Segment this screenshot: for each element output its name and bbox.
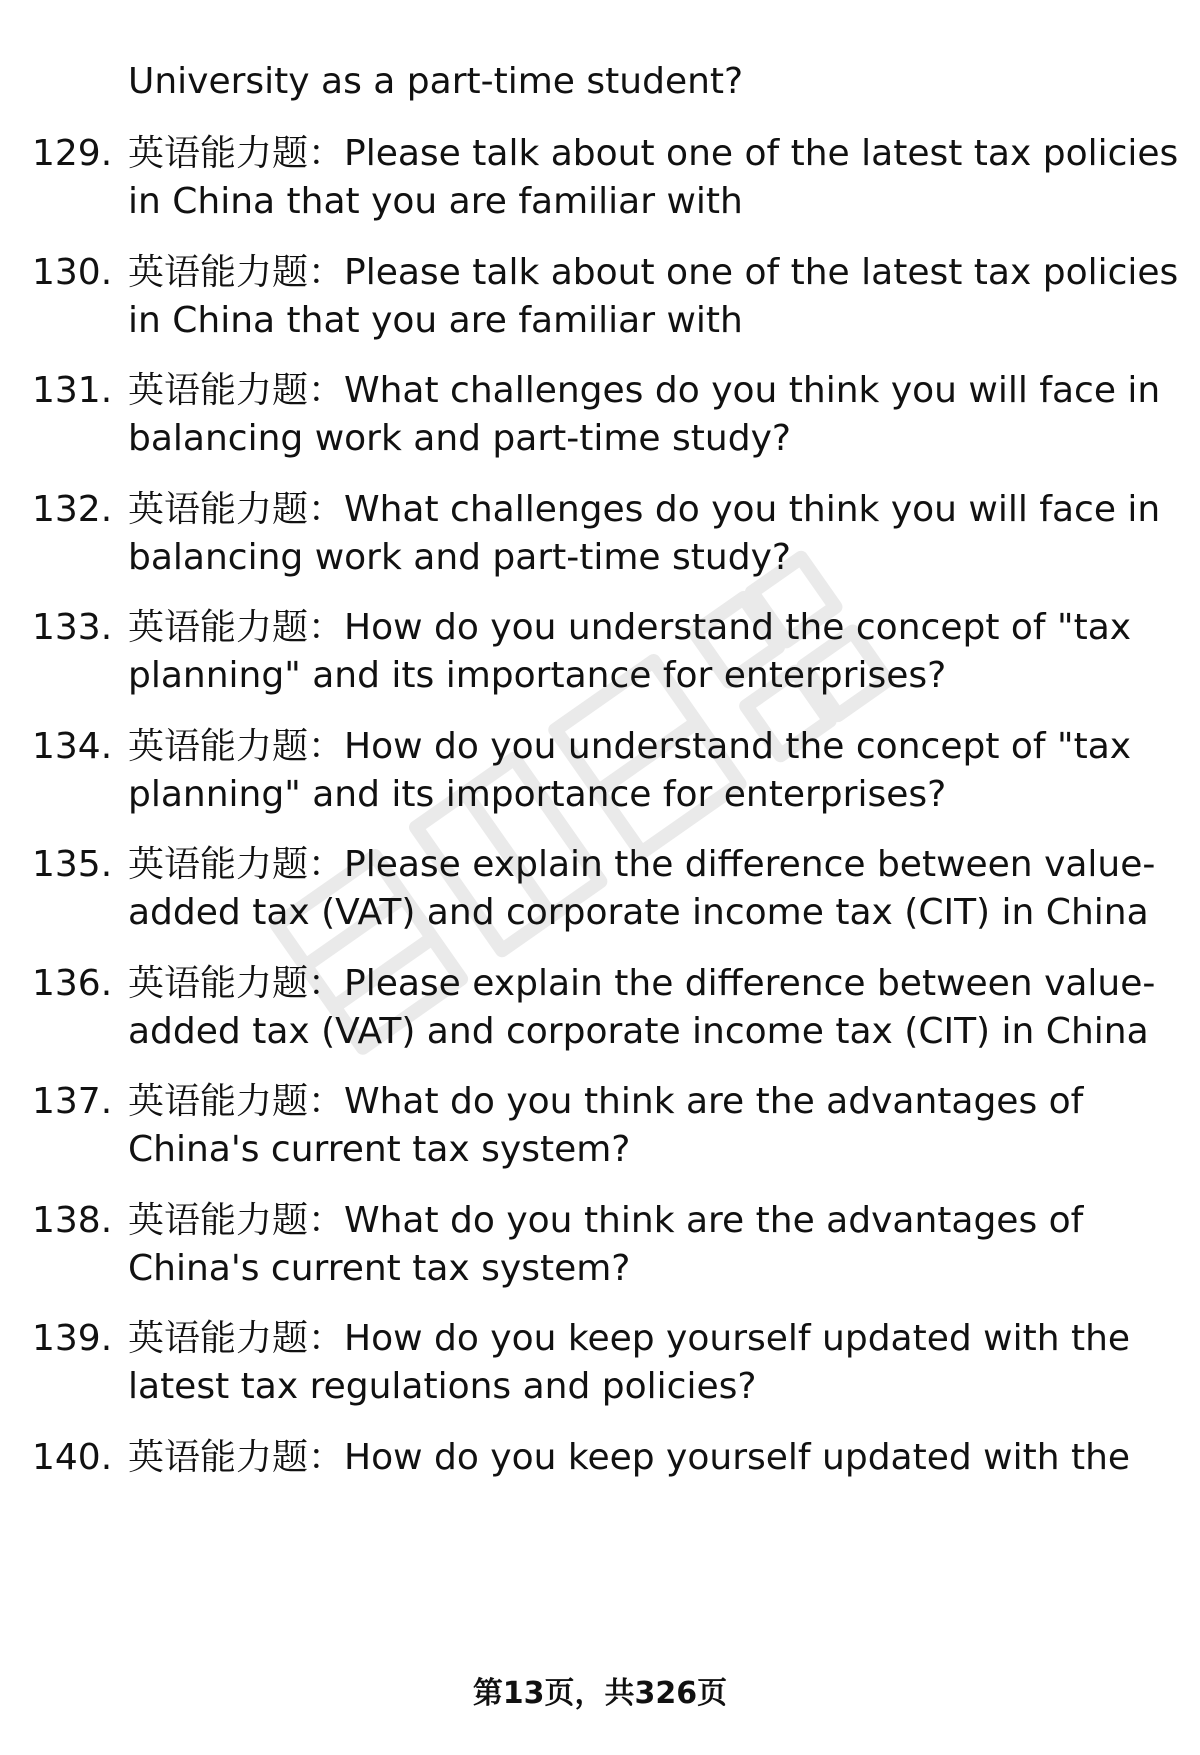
- question-text-line: 英语能力题：Please explain the difference between value-: [128, 844, 1156, 885]
- question-number: 129.: [32, 133, 113, 174]
- question-number: 133.: [32, 607, 113, 648]
- question-text: [128, 1197, 1158, 1293]
- question-text: [128, 604, 1158, 700]
- question-number: 137.: [32, 1081, 113, 1122]
- question-number: 138.: [32, 1200, 113, 1241]
- question-text-line: 英语能力题：How do you keep yourself updated with the: [128, 1437, 1131, 1478]
- question-text-line: 英语能力题：How do you keep yourself updated with the: [128, 1318, 1131, 1359]
- question-text-line: in China that you are familiar with: [128, 181, 743, 222]
- question-text-line: 英语能力题：Please talk about one of the latest tax policies: [128, 252, 1179, 293]
- question-text: [128, 1315, 1158, 1411]
- question-text: [128, 960, 1158, 1056]
- question-text-line: China's current tax system?: [128, 1129, 631, 1170]
- question-text-line: 英语能力题：Please explain the difference between value-: [128, 963, 1156, 1004]
- question-text-line: 英语能力题：What challenges do you think you will face in: [128, 489, 1161, 530]
- question-text-line: planning" and its importance for enterprises?: [128, 655, 947, 696]
- question-text-line: latest tax regulations and policies?: [128, 1366, 757, 1407]
- question-text-line: balancing work and part-time study?: [128, 418, 791, 459]
- question-text-line: 英语能力题：What challenges do you think you will face in: [128, 370, 1161, 411]
- question-text: [128, 841, 1158, 937]
- question-text-line: planning" and its importance for enterprises?: [128, 774, 947, 815]
- page-footer: 第13页，共326页: [472, 1676, 728, 1711]
- question-number: 139.: [32, 1318, 113, 1359]
- question-number: 134.: [32, 726, 113, 767]
- question-text-line: 英语能力题：What do you think are the advantages of: [128, 1081, 1084, 1122]
- question-text-line: added tax (VAT) and corporate income tax (CIT) in China: [128, 892, 1149, 933]
- question-text: [128, 723, 1158, 819]
- question-text: [128, 486, 1161, 582]
- continuation-line: University as a part-time student?: [128, 61, 744, 102]
- question-text-line: 英语能力题：How do you understand the concept of "tax: [128, 607, 1132, 648]
- question-text-line: in China that you are familiar with: [128, 300, 743, 341]
- question-text: [128, 1434, 1158, 1482]
- question-text-line: added tax (VAT) and corporate income tax (CIT) in China: [128, 1011, 1149, 1052]
- question-number: 140.: [32, 1437, 113, 1478]
- question-text-line: 英语能力题：How do you understand the concept of "tax: [128, 726, 1132, 767]
- question-text: [128, 249, 1179, 345]
- question-number: 136.: [32, 963, 113, 1004]
- question-text: [128, 130, 1179, 226]
- question-number: 132.: [32, 489, 113, 530]
- question-number: 130.: [32, 252, 113, 293]
- question-number: 131.: [32, 370, 113, 411]
- question-text-line: China's current tax system?: [128, 1248, 631, 1289]
- question-number: 135.: [32, 844, 113, 885]
- question-text: [128, 1078, 1158, 1174]
- question-text: [128, 367, 1161, 463]
- question-text-line: 英语能力题：What do you think are the advantages of: [128, 1200, 1084, 1241]
- question-text-line: 英语能力题：Please talk about one of the latest tax policies: [128, 133, 1179, 174]
- question-text-line: balancing work and part-time study?: [128, 537, 791, 578]
